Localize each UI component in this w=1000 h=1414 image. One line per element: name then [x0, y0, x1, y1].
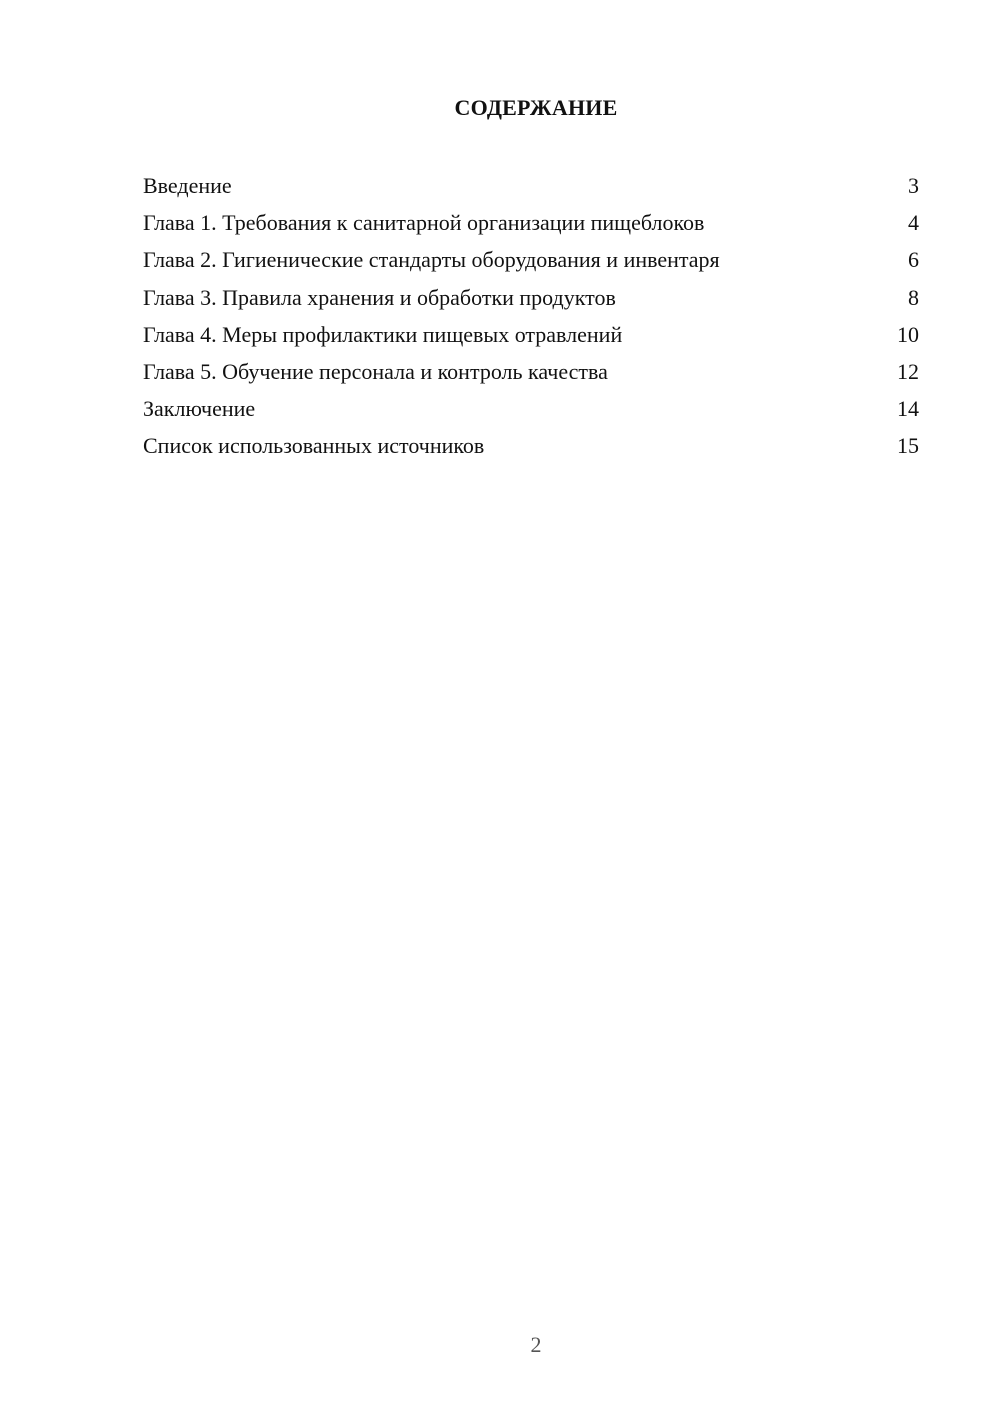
toc-entry-title: Глава 2. Гигиенические стандарты оборудования и инвентаря: [143, 247, 720, 273]
toc-entry-chapter-1: [143, 204, 919, 241]
toc-entry-page: 8: [908, 284, 919, 310]
toc-entry-page: 15: [897, 433, 919, 459]
toc-entry-chapter-5: [143, 353, 919, 390]
toc-entry-chapter-4: [143, 316, 919, 353]
table-of-contents: [143, 167, 919, 465]
toc-entry-page: 10: [897, 321, 919, 347]
toc-entry-page: 6: [908, 247, 919, 273]
toc-entry-title: Глава 1. Требования к санитарной организации пищеблоков: [143, 210, 705, 236]
toc-entry-title: Введение: [143, 173, 232, 198]
toc-entry-title: Глава 5. Обучение персонала и контроль качества: [143, 358, 608, 384]
toc-entry-chapter-3: [143, 279, 919, 316]
toc-entry-title: Глава 4. Меры профилактики пищевых отравлений: [143, 321, 623, 347]
page-title: СОДЕРЖАНИЕ: [454, 95, 618, 120]
toc-entry-references: [143, 427, 919, 464]
toc-entry-page: 12: [897, 358, 919, 384]
page-number: 2: [530, 1332, 542, 1357]
toc-entry-page: 3: [908, 173, 919, 198]
toc-entry-title: Заключение: [143, 396, 256, 422]
toc-entry-page: 4: [908, 210, 919, 236]
toc-entry-chapter-2: [143, 241, 919, 278]
toc-entry-title: Глава 3. Правила хранения и обработки продуктов: [143, 284, 616, 310]
toc-entry-title: Список использованных источников: [143, 433, 485, 459]
toc-entry-page: 14: [897, 396, 919, 422]
toc-entry-conclusion: [143, 390, 919, 427]
toc-entry-introduction: [143, 167, 919, 204]
